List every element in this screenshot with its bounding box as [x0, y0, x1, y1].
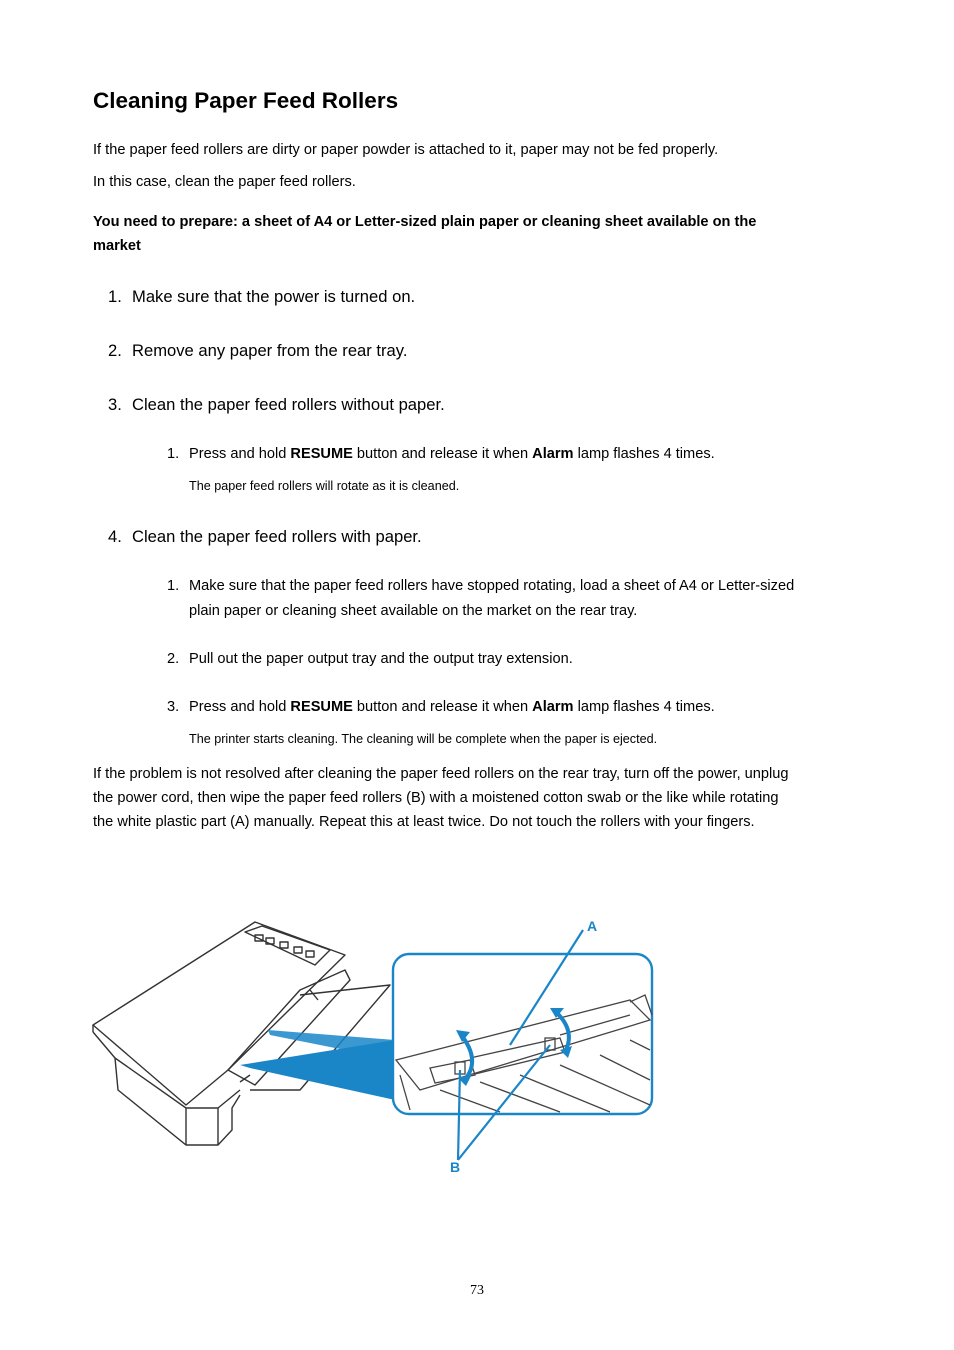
- step-text: Clean the paper feed rollers without paper.: [132, 395, 445, 414]
- page-number: 73: [470, 1283, 484, 1298]
- alarm-label: Alarm: [532, 699, 574, 715]
- closing-line-3: the white plastic part (A) manually. Repeat this at least twice. Do not touch the rollers with your fingers.: [93, 814, 755, 830]
- step-number: 3.: [108, 395, 122, 414]
- step-number: 1.: [108, 287, 122, 306]
- step-3-substep-1: 1. Press and hold RESUME button and release it when Alarm lamp flashes 4 times.: [167, 442, 869, 467]
- callout-label-b: B: [450, 1159, 461, 1175]
- step-text: Remove any paper from the rear tray.: [132, 341, 408, 360]
- step-text: Clean the paper feed rollers with paper.: [132, 527, 422, 546]
- step-4-substep-2: 2. Pull out the paper output tray and the output tray extension.: [167, 647, 869, 672]
- resume-label: RESUME: [290, 699, 353, 715]
- callout-label-a: A: [587, 918, 598, 934]
- closing-line-1: If the problem is not resolved after cleaning the paper feed rollers on the rear tray, turn off the power, unplug: [93, 766, 789, 782]
- step-number: 4.: [108, 527, 122, 546]
- alarm-label: Alarm: [532, 446, 574, 462]
- closing-line-2: the power cord, then wipe the paper feed rollers (B) with a moistened cotton swab or the like while rotating: [93, 790, 779, 806]
- substep-number: 1.: [167, 578, 180, 594]
- page-title: Cleaning Paper Feed Rollers: [93, 88, 399, 113]
- substep-number: 1.: [167, 446, 180, 462]
- step-text: Make sure that the power is turned on.: [132, 287, 416, 306]
- substep-number: 2.: [167, 651, 180, 667]
- step-4-substep-3: 3. Press and hold RESUME button and release it when Alarm lamp flashes 4 times.: [167, 695, 869, 720]
- step-4-note: The printer starts cleaning. The cleaning will be complete when the paper is ejected.: [189, 732, 658, 746]
- resume-label: RESUME: [290, 446, 353, 462]
- prepare-line-1: You need to prepare: a sheet of A4 or Letter-sized plain paper or cleaning sheet available on the: [93, 214, 757, 230]
- prepare-line-2: market: [93, 238, 141, 254]
- intro-paragraph-1: If the paper feed rollers are dirty or paper powder is attached to it, paper may not be fed properly.: [93, 142, 719, 158]
- substep-number: 3.: [167, 699, 180, 715]
- intro-paragraph-2: In this case, clean the paper feed rollers.: [93, 174, 356, 190]
- step-3-note: The paper feed rollers will rotate as it is cleaned.: [189, 479, 460, 493]
- step-number: 2.: [108, 341, 122, 360]
- step-4-substep-1: 1. Make sure that the paper feed rollers have stopped rotating, load a sheet of A4 or Letter-sized plain paper or cleaning sheet available on the market on the rear tray.: [167, 574, 869, 624]
